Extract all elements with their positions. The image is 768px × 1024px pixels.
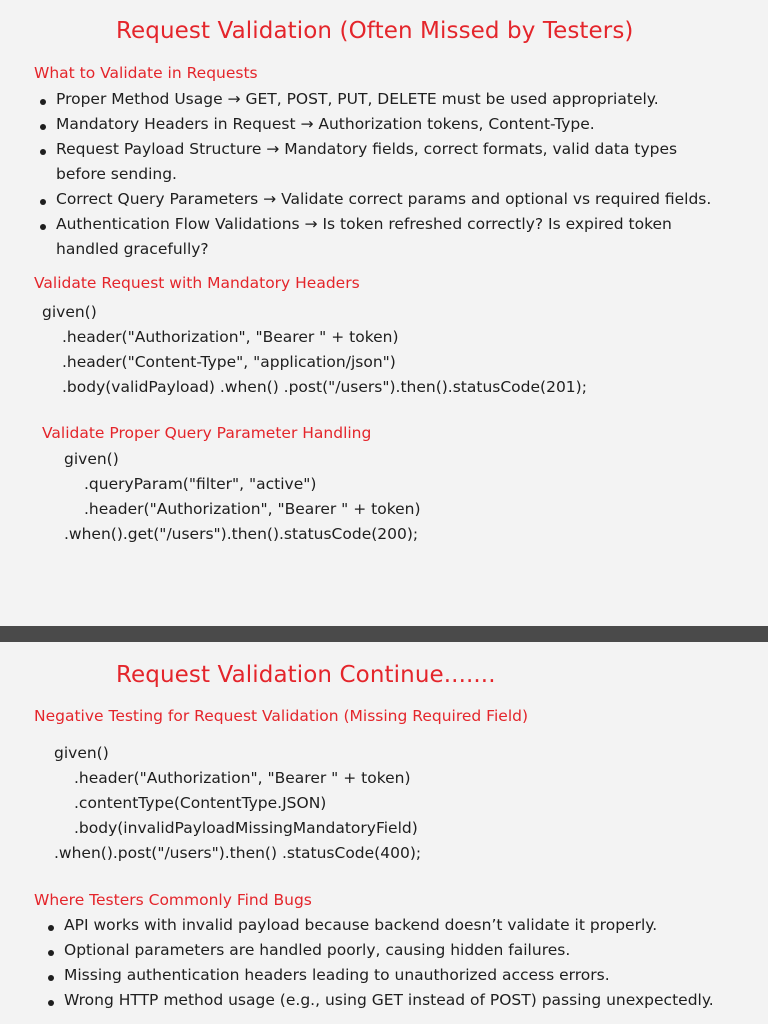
section-heading-common-bugs: Where Testers Commonly Find Bugs <box>34 891 312 909</box>
code-line: .body(invalidPayloadMissingMandatoryField) <box>74 819 418 837</box>
section-heading-negative-testing: Negative Testing for Request Validation (Missing Required Field) <box>34 707 529 725</box>
section-heading-mandatory-headers: Validate Request with Mandatory Headers <box>34 274 360 292</box>
bullet-dot <box>48 975 54 981</box>
document-page-2 <box>0 642 768 1024</box>
bullet-dot <box>40 124 46 130</box>
code-line: given() <box>64 450 119 468</box>
bullet-dot <box>48 950 54 956</box>
list-item-text-continued: handled gracefully? <box>56 240 209 258</box>
code-line: .body(validPayload) .when() .post("/users").then().statusCode(201); <box>62 378 587 396</box>
list-item-text: Optional parameters are handled poorly, causing hidden failures. <box>64 941 571 959</box>
page-title: Request Validation (Often Missed by Testers) <box>116 18 634 44</box>
section-heading-query-params: Validate Proper Query Parameter Handling <box>42 424 372 442</box>
code-line: .when().get("/users").then().statusCode(200); <box>64 525 419 543</box>
code-line: .header("Authorization", "Bearer " + token) <box>84 500 421 518</box>
list-item-text: Proper Method Usage → GET, POST, PUT, DELETE must be used appropriately. <box>56 90 659 108</box>
list-item-text: API works with invalid payload because backend doesn’t validate it properly. <box>64 916 658 934</box>
code-line: .header("Authorization", "Bearer " + token) <box>62 328 399 346</box>
bullet-dot <box>40 99 46 105</box>
code-line: .queryParam("filter", "active") <box>84 475 317 493</box>
code-line: given() <box>42 303 97 321</box>
page-divider <box>0 626 768 642</box>
code-line: given() <box>54 744 109 762</box>
list-item-text: Mandatory Headers in Request → Authorization tokens, Content-Type. <box>56 115 595 133</box>
list-item-text: Correct Query Parameters → Validate correct params and optional vs required fields. <box>56 190 712 208</box>
section-heading-what-to-validate: What to Validate in Requests <box>34 64 258 82</box>
list-item-text: Request Payload Structure → Mandatory fields, correct formats, valid data types <box>56 140 678 158</box>
code-line: .header("Authorization", "Bearer " + token) <box>74 769 411 787</box>
code-line: .header("Content-Type", "application/json") <box>62 353 396 371</box>
list-item-text-continued: before sending. <box>56 165 177 183</box>
list-item-text: Missing authentication headers leading to unauthorized access errors. <box>64 966 610 984</box>
code-line: .contentType(ContentType.JSON) <box>74 794 327 812</box>
list-item-text: Wrong HTTP method usage (e.g., using GET instead of POST) passing unexpectedly. <box>64 991 714 1009</box>
list-item-text: Authentication Flow Validations → Is token refreshed correctly? Is expired token <box>56 215 672 233</box>
bullet-dot <box>40 199 46 205</box>
code-line: .when().post("/users").then() .statusCode(400); <box>54 844 422 862</box>
page-title: Request Validation Continue....... <box>116 662 496 688</box>
bullet-dot <box>40 149 46 155</box>
bullet-dot <box>40 224 46 230</box>
bullet-dot <box>48 925 54 931</box>
bullet-dot <box>48 1000 54 1006</box>
